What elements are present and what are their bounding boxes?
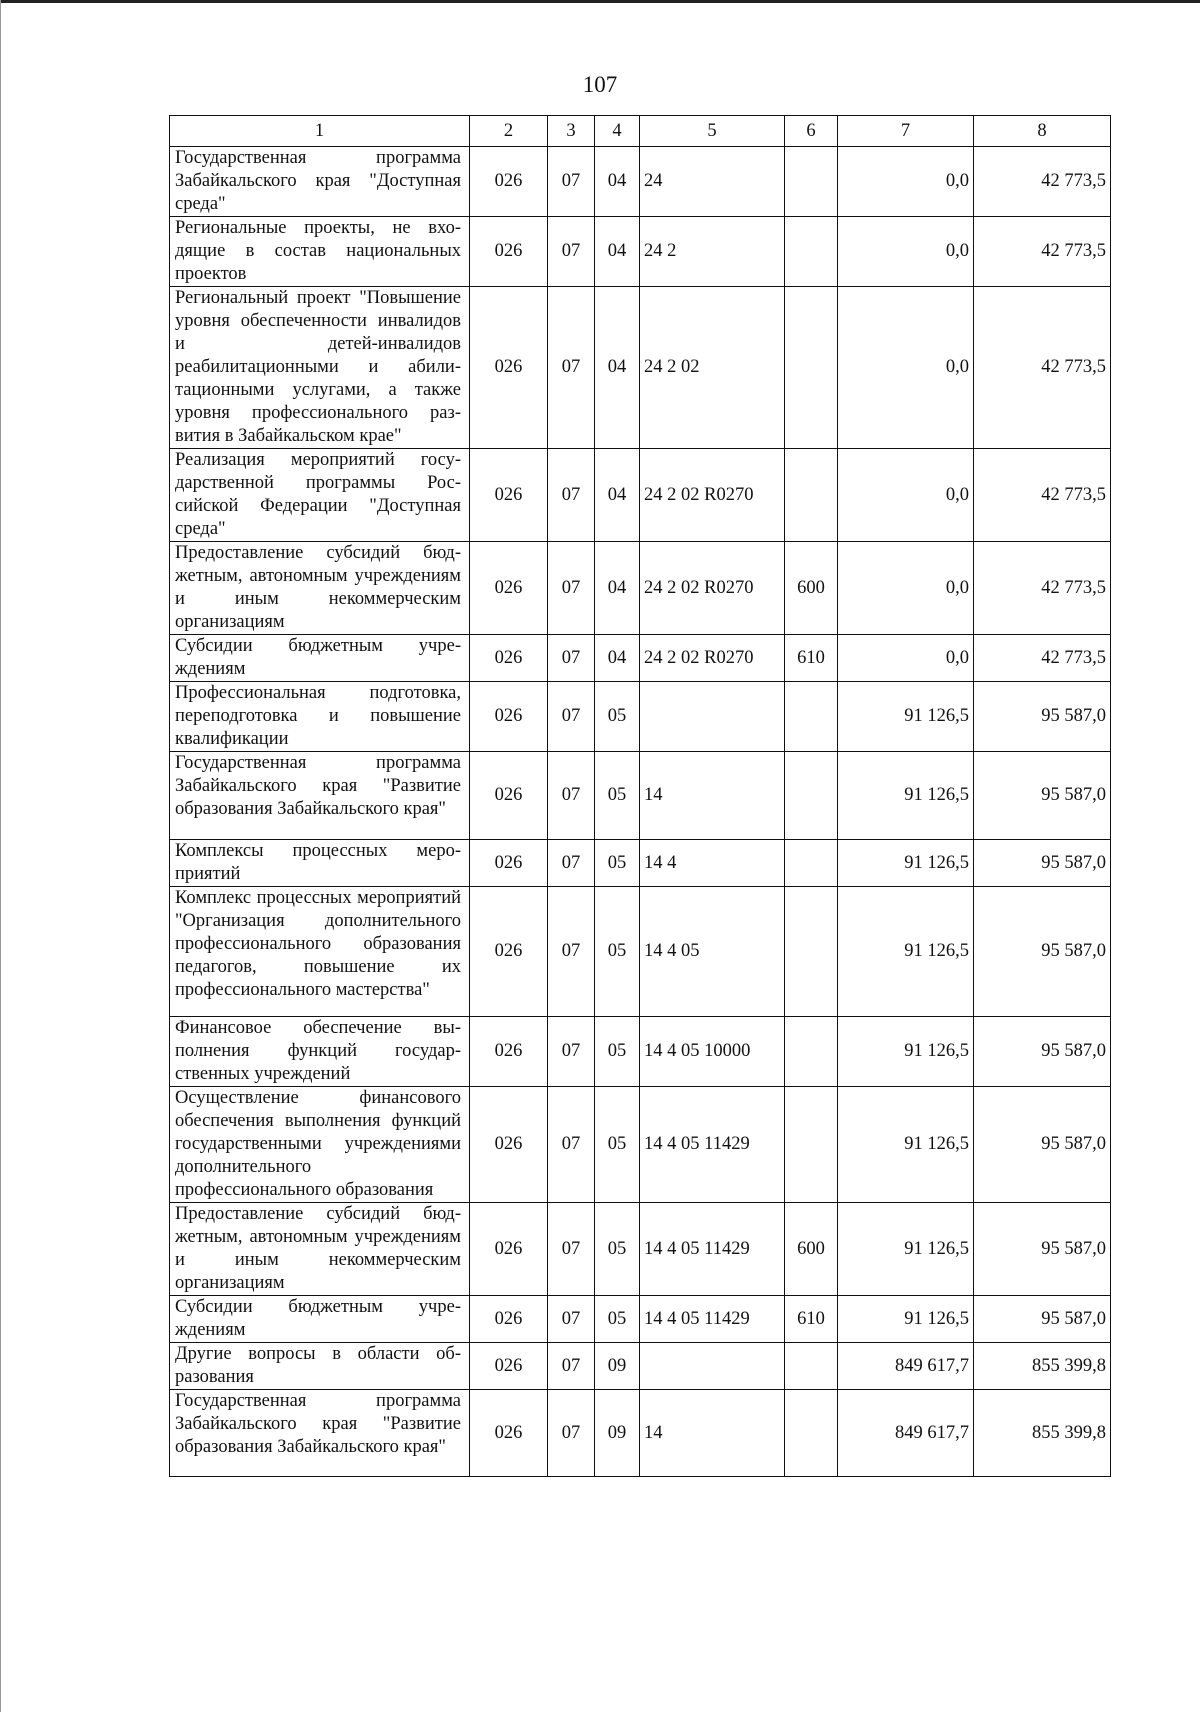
table-row [170,1296,1111,1343]
row-name-cell: Субсидии бюджетным учреждениям [170,635,470,682]
amount-col7-cell: 91 126,5 [838,1203,974,1296]
table-row [170,217,1111,287]
expense-type-code-cell [785,1343,838,1390]
expense-type-code-cell [785,217,838,287]
amount-col7-cell: 0,0 [838,217,974,287]
row-name-cell: Осуществление финансового обеспечения выполнения функций государственными учреждениями дополнительного профессионального образования [170,1087,470,1203]
expense-type-code-cell: 600 [785,1203,838,1296]
expense-type-code-cell [785,147,838,217]
target-item-code-cell: 14 4 05 11429 [640,1203,785,1296]
section-code-cell: 07 [548,635,595,682]
subsection-code-cell: 04 [595,217,640,287]
row-name-cell: Предоставление субсидий бюджетным, автономным учреждениям и иным некоммерческим организациям [170,542,470,635]
row-name-cell: Комплексы процессных мероприятий [170,840,470,887]
expense-type-code-cell [785,287,838,449]
row-name-cell: Государственная программа Забайкальского края "Развитие образования Забайкальского края" [170,1390,470,1477]
row-name-cell: Государственная программа Забайкальского края "Развитие образования Забайкальского края" [170,752,470,840]
amount-col7-cell: 91 126,5 [838,682,974,752]
row-name-cell: Региональный проект "Повышение уровня обеспеченности инвалидов и детей-инвалидов реабилитационными и абилитационными услугами, а также уровня профессионального развития в Забайкальском крае" [170,287,470,449]
table-header-row [170,116,1111,147]
section-code-cell: 07 [548,1343,595,1390]
expense-type-code-cell: 610 [785,1296,838,1343]
expense-type-code-cell: 610 [785,635,838,682]
amount-col8-cell: 95 587,0 [974,1087,1111,1203]
amount-col7-cell: 0,0 [838,147,974,217]
amount-col7-cell: 91 126,5 [838,1017,974,1087]
amount-col8-cell: 42 773,5 [974,542,1111,635]
expense-type-code-cell [785,840,838,887]
table-row [170,287,1111,449]
row-name-cell: Субсидии бюджетным учреждениям [170,1296,470,1343]
table-row [170,1017,1111,1087]
expense-type-code-cell [785,449,838,542]
section-code-cell: 07 [548,752,595,840]
amount-col7-cell: 0,0 [838,287,974,449]
amount-col7-cell: 91 126,5 [838,752,974,840]
subsection-code-cell: 05 [595,840,640,887]
section-code-cell: 07 [548,1017,595,1087]
target-item-code-cell [640,1343,785,1390]
ministry-code-cell: 026 [470,682,548,752]
amount-col7-cell: 849 617,7 [838,1343,974,1390]
table-row [170,1203,1111,1296]
row-name-cell: Государственная программа Забайкальского края "Доступная среда" [170,147,470,217]
subsection-code-cell: 05 [595,1017,640,1087]
column-header-8: 8 [974,116,1111,147]
subsection-code-cell: 05 [595,887,640,1017]
amount-col8-cell: 42 773,5 [974,635,1111,682]
target-item-code-cell: 24 [640,147,785,217]
ministry-code-cell: 026 [470,1017,548,1087]
amount-col8-cell: 42 773,5 [974,217,1111,287]
ministry-code-cell: 026 [470,887,548,1017]
ministry-code-cell: 026 [470,635,548,682]
budget-table [169,115,1111,1477]
scan-edge-left [0,0,1,1712]
table-row [170,1087,1111,1203]
ministry-code-cell: 026 [470,1296,548,1343]
amount-col7-cell: 91 126,5 [838,1296,974,1343]
column-header-7: 7 [838,116,974,147]
amount-col8-cell: 855 399,8 [974,1390,1111,1477]
amount-col8-cell: 95 587,0 [974,1296,1111,1343]
section-code-cell: 07 [548,542,595,635]
ministry-code-cell: 026 [470,1390,548,1477]
target-item-code-cell: 14 [640,752,785,840]
target-item-code-cell: 14 [640,1390,785,1477]
section-code-cell: 07 [548,887,595,1017]
table-row [170,147,1111,217]
table-row [170,682,1111,752]
subsection-code-cell: 05 [595,1087,640,1203]
row-name-cell: Комплекс процессных мероприятий "Организация дополнительного профессионального образования педагогов, повышение их профессионального мастерства" [170,887,470,1017]
amount-col8-cell: 95 587,0 [974,1017,1111,1087]
subsection-code-cell: 05 [595,1203,640,1296]
row-name-cell: Финансовое обеспечение выполнения функций государственных учреждений [170,1017,470,1087]
target-item-code-cell: 14 4 [640,840,785,887]
section-code-cell: 07 [548,147,595,217]
target-item-code-cell: 24 2 02 R0270 [640,449,785,542]
amount-col8-cell: 95 587,0 [974,1203,1111,1296]
section-code-cell: 07 [548,840,595,887]
amount-col8-cell: 95 587,0 [974,840,1111,887]
amount-col8-cell: 95 587,0 [974,752,1111,840]
scan-edge-top [0,0,1200,3]
table-row [170,542,1111,635]
expense-type-code-cell [785,1017,838,1087]
ministry-code-cell: 026 [470,287,548,449]
budget-table-body [170,116,1111,1477]
section-code-cell: 07 [548,217,595,287]
amount-col7-cell: 0,0 [838,449,974,542]
section-code-cell: 07 [548,287,595,449]
column-header-4: 4 [595,116,640,147]
amount-col7-cell: 849 617,7 [838,1390,974,1477]
subsection-code-cell: 04 [595,449,640,542]
amount-col8-cell: 42 773,5 [974,287,1111,449]
amount-col8-cell: 42 773,5 [974,449,1111,542]
ministry-code-cell: 026 [470,840,548,887]
ministry-code-cell: 026 [470,147,548,217]
target-item-code-cell [640,682,785,752]
amount-col8-cell: 855 399,8 [974,1343,1111,1390]
table-row [170,1343,1111,1390]
section-code-cell: 07 [548,1203,595,1296]
section-code-cell: 07 [548,449,595,542]
amount-col7-cell: 0,0 [838,542,974,635]
target-item-code-cell: 14 4 05 11429 [640,1087,785,1203]
table-row [170,449,1111,542]
expense-type-code-cell [785,682,838,752]
amount-col8-cell: 95 587,0 [974,887,1111,1017]
target-item-code-cell: 14 4 05 [640,887,785,1017]
expense-type-code-cell [785,1087,838,1203]
table-row [170,635,1111,682]
subsection-code-cell: 09 [595,1343,640,1390]
ministry-code-cell: 026 [470,1087,548,1203]
column-header-3: 3 [548,116,595,147]
expense-type-code-cell [785,752,838,840]
section-code-cell: 07 [548,1087,595,1203]
subsection-code-cell: 04 [595,287,640,449]
row-name-cell: Другие вопросы в области образования [170,1343,470,1390]
page-number: 107 [582,72,618,97]
subsection-code-cell: 05 [595,752,640,840]
subsection-code-cell: 05 [595,682,640,752]
row-name-cell: Региональные проекты, не входящие в состав национальных проектов [170,217,470,287]
amount-col7-cell: 91 126,5 [838,840,974,887]
target-item-code-cell: 24 2 02 R0270 [640,635,785,682]
table-row [170,887,1111,1017]
target-item-code-cell: 24 2 02 R0270 [640,542,785,635]
column-header-6: 6 [785,116,838,147]
subsection-code-cell: 05 [595,1296,640,1343]
ministry-code-cell: 026 [470,1203,548,1296]
section-code-cell: 07 [548,1296,595,1343]
subsection-code-cell: 04 [595,542,640,635]
subsection-code-cell: 04 [595,147,640,217]
column-header-2: 2 [470,116,548,147]
amount-col7-cell: 0,0 [838,635,974,682]
expense-type-code-cell [785,1390,838,1477]
expense-type-code-cell [785,887,838,1017]
target-item-code-cell: 24 2 02 [640,287,785,449]
amount-col8-cell: 95 587,0 [974,682,1111,752]
expense-type-code-cell: 600 [785,542,838,635]
target-item-code-cell: 24 2 [640,217,785,287]
table-row [170,1390,1111,1477]
column-header-5: 5 [640,116,785,147]
row-name-cell: Предоставление субсидий бюджетным, автономным учреждениям и иным некоммерческим организациям [170,1203,470,1296]
row-name-cell: Профессиональная подготовка, переподготовка и повышение квалификации [170,682,470,752]
table-row [170,752,1111,840]
row-name-cell: Реализация мероприятий государственной программы Российской Федерации "Доступная среда" [170,449,470,542]
subsection-code-cell: 04 [595,635,640,682]
subsection-code-cell: 09 [595,1390,640,1477]
ministry-code-cell: 026 [470,752,548,840]
section-code-cell: 07 [548,682,595,752]
amount-col8-cell: 42 773,5 [974,147,1111,217]
target-item-code-cell: 14 4 05 11429 [640,1296,785,1343]
ministry-code-cell: 026 [470,1343,548,1390]
column-header-1: 1 [170,116,470,147]
amount-col7-cell: 91 126,5 [838,887,974,1017]
ministry-code-cell: 026 [470,449,548,542]
section-code-cell: 07 [548,1390,595,1477]
ministry-code-cell: 026 [470,217,548,287]
target-item-code-cell: 14 4 05 10000 [640,1017,785,1087]
amount-col7-cell: 91 126,5 [838,1087,974,1203]
table-row [170,840,1111,887]
ministry-code-cell: 026 [470,542,548,635]
